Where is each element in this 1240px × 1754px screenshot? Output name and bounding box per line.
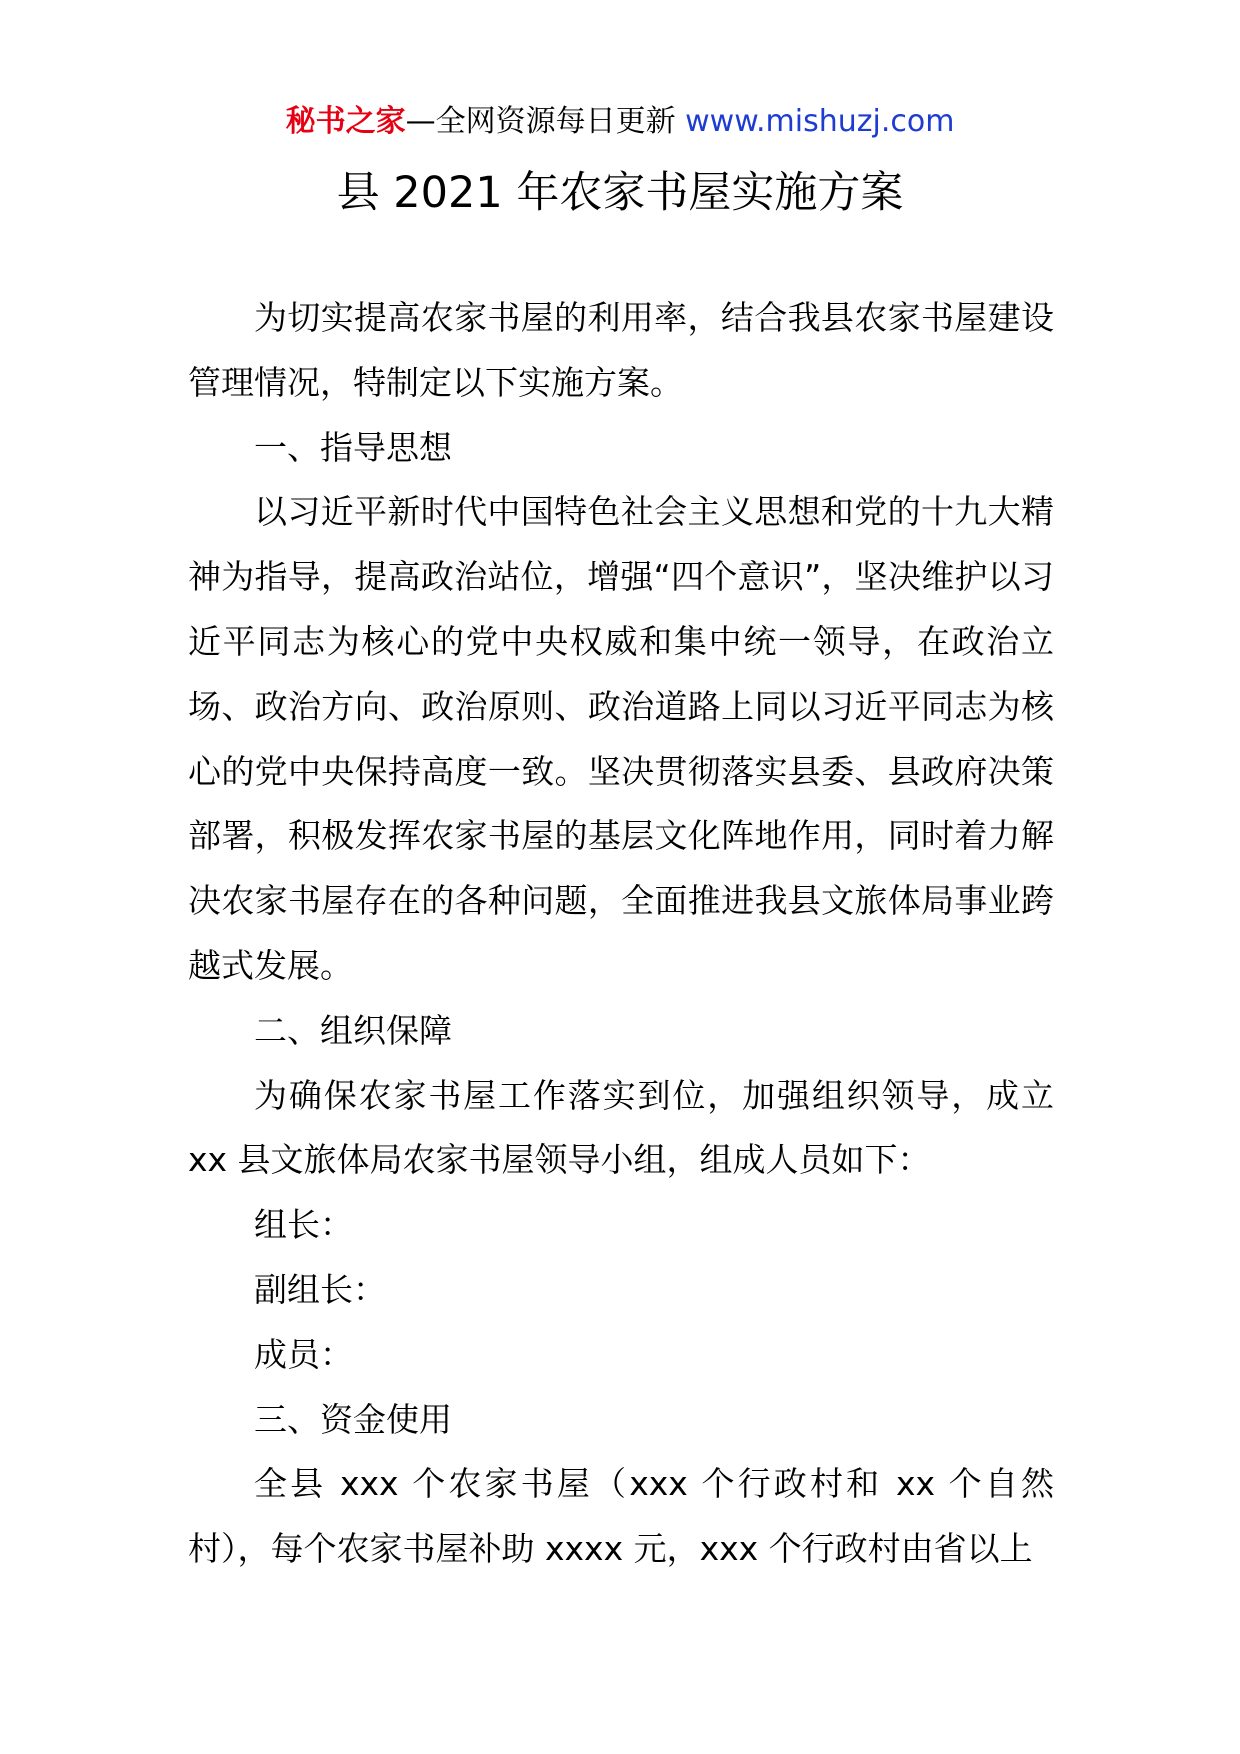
site-url-link[interactable]: www.mishuzj.com	[685, 104, 955, 139]
document-title: 县 2021 年农家书屋实施方案	[336, 168, 904, 218]
deputy-leader-line: 副组长：	[254, 1269, 386, 1309]
guiding-thought-paragraph: 以习近平新时代中国特色社会主义思想和党的十九大精神为指导，提高政治站位，增强“四个意识”，坚决维护以习近平同志为核心的党中央权威和集中统一领导，在政治立场、政治方向、政治原则、政治道路上同以习近平同志为核心的党中央保持高度一致。坚决贯彻落实县委、县政府决策部署，积极发挥农家书屋的基层文化阵地作用，同时着力解决农家书屋存在的各种问题，全面推进我县文旅体局事业跨越式发展。	[188, 492, 1054, 985]
members-line: 成员：	[254, 1334, 353, 1374]
organization-paragraph: 为确保农家书屋工作落实到位，加强组织领导，成立 xx 县文旅体局农家书屋领导小组，组成人员如下：	[188, 1075, 1054, 1180]
site-brand: 秘书之家	[285, 104, 406, 139]
site-slogan: —全网资源每日更新	[405, 104, 686, 139]
intro-paragraph: 为切实提高农家书屋的利用率，结合我县农家书屋建设管理情况，特制定以下实施方案。	[188, 298, 1054, 402]
leader-line: 组长：	[254, 1205, 353, 1245]
funding-paragraph: 全县 xxx 个农家书屋（xxx 个行政村和 xx 个自然村），每个农家书屋补助 xxxx 元，xxx 个行政村由省以上	[188, 1464, 1054, 1569]
section-heading-organization: 二、组织保障	[254, 1010, 452, 1050]
document-body	[188, 286, 1054, 1582]
section-heading-funding: 三、资金使用	[254, 1399, 452, 1439]
section-heading-guiding-thought: 一、指导思想	[254, 427, 452, 467]
site-header	[0, 100, 1240, 144]
